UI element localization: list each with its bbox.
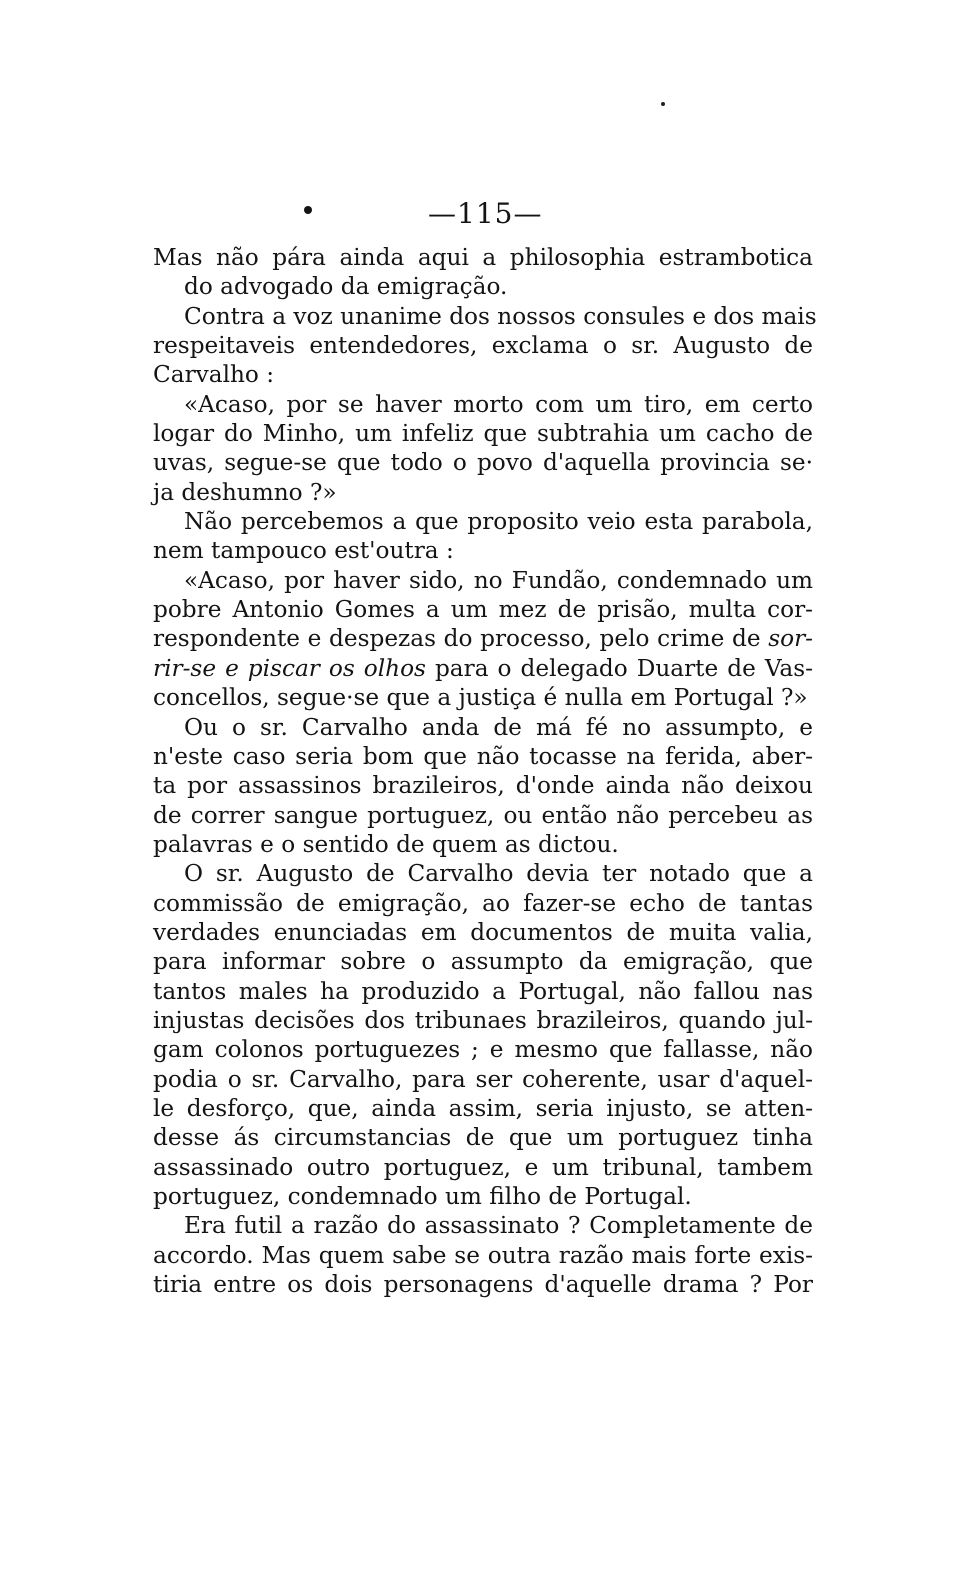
text-line: Era futil a razão do assassinato ? Completamente de: [184, 1212, 813, 1240]
text-line: do advogado da emigração.: [184, 273, 508, 301]
body-text: [153, 243, 817, 1299]
text-line: ta por assassinos brazileiros, d'onde ainda não deixou: [153, 772, 813, 800]
text-line: pobre Antonio Gomes a um mez de prisão, multa cor-: [153, 596, 813, 624]
text-line: commissão de emigração, ao fazer-se echo de tantas: [153, 889, 813, 917]
text-line: Contra a voz unanime dos nossos consules e dos mais: [184, 302, 817, 330]
text-line: nem tampouco est'outra :: [153, 537, 454, 565]
text-line: logar do Minho, um infeliz que subtrahia um cacho de: [153, 420, 813, 448]
italic-phrase: rir-se e piscar os olhos: [153, 654, 426, 682]
text-line: gam colonos portuguezes ; e mesmo que fallasse, não: [153, 1036, 813, 1064]
text-line: tantos males ha produzido a Portugal, não fallou nas: [153, 977, 813, 1005]
text-line: le desforço, que, ainda assim, seria injusto, se atten-: [153, 1094, 813, 1122]
text-line: ja deshumno ?»: [153, 478, 337, 506]
text-line: verdades enunciadas em documentos de muita valia,: [153, 918, 813, 946]
text-line: «Acaso, por haver sido, no Fundão, condemnado um: [184, 566, 813, 594]
text-line: rir-se e piscar os olhos para o delegado Duarte de Vas-: [153, 654, 813, 682]
text-line: portuguez, condemnado um filho de Portugal.: [153, 1183, 692, 1210]
text-line: de correr sangue portuguez, ou então não percebeu as: [153, 801, 813, 829]
text-line: O sr. Augusto de Carvalho devia ter notado que a: [184, 860, 813, 888]
text-line: assassinado outro portuguez, e um tribunal, tambem: [153, 1153, 813, 1181]
text-line: injustas decisões dos tribunaes brazileiros, quando jul-: [153, 1006, 813, 1034]
text-line: Não percebemos a que proposito veio esta parabola,: [184, 508, 813, 536]
page-number: —115—: [428, 197, 543, 230]
text-line: desse ás circumstancias de que um portuguez tinha: [153, 1124, 813, 1152]
text-line: «Acaso, por se haver morto com um tiro, em certo: [184, 390, 813, 418]
text-line: uvas, segue-se que todo o povo d'aquella provincia se·: [153, 449, 813, 477]
text-line: Mas não pára ainda aqui a philosophia estrambotica: [153, 244, 813, 271]
text-line: respondente e despezas do processo, pelo crime de sor-: [153, 625, 813, 653]
italic-phrase: sor-: [768, 625, 813, 653]
ink-speck: [661, 102, 665, 106]
text-line: Carvalho :: [153, 361, 275, 389]
text-line: n'este caso seria bom que não tocasse na ferida, aber-: [153, 742, 813, 770]
text-line: para informar sobre o assumpto da emigração, que: [153, 948, 813, 976]
text-line: tiria entre os dois personagens d'aquelle drama ? Por: [153, 1271, 813, 1299]
text-line: respeitaveis entendedores, exclama o sr. Augusto de: [153, 332, 813, 360]
header-bullet-mark: [304, 206, 312, 214]
text-line: Ou o sr. Carvalho anda de má fé no assumpto, e: [184, 713, 813, 741]
page-header: [0, 196, 960, 236]
text-line: concellos, segue·se que a justiça é nulla em Portugal ?»: [153, 684, 808, 712]
text-line: podia o sr. Carvalho, para ser coherente, usar d'aquel-: [153, 1065, 813, 1093]
text-line: palavras e o sentido de quem as dictou.: [153, 830, 619, 858]
text-line: accordo. Mas quem sabe se outra razão mais forte exis-: [153, 1241, 813, 1269]
